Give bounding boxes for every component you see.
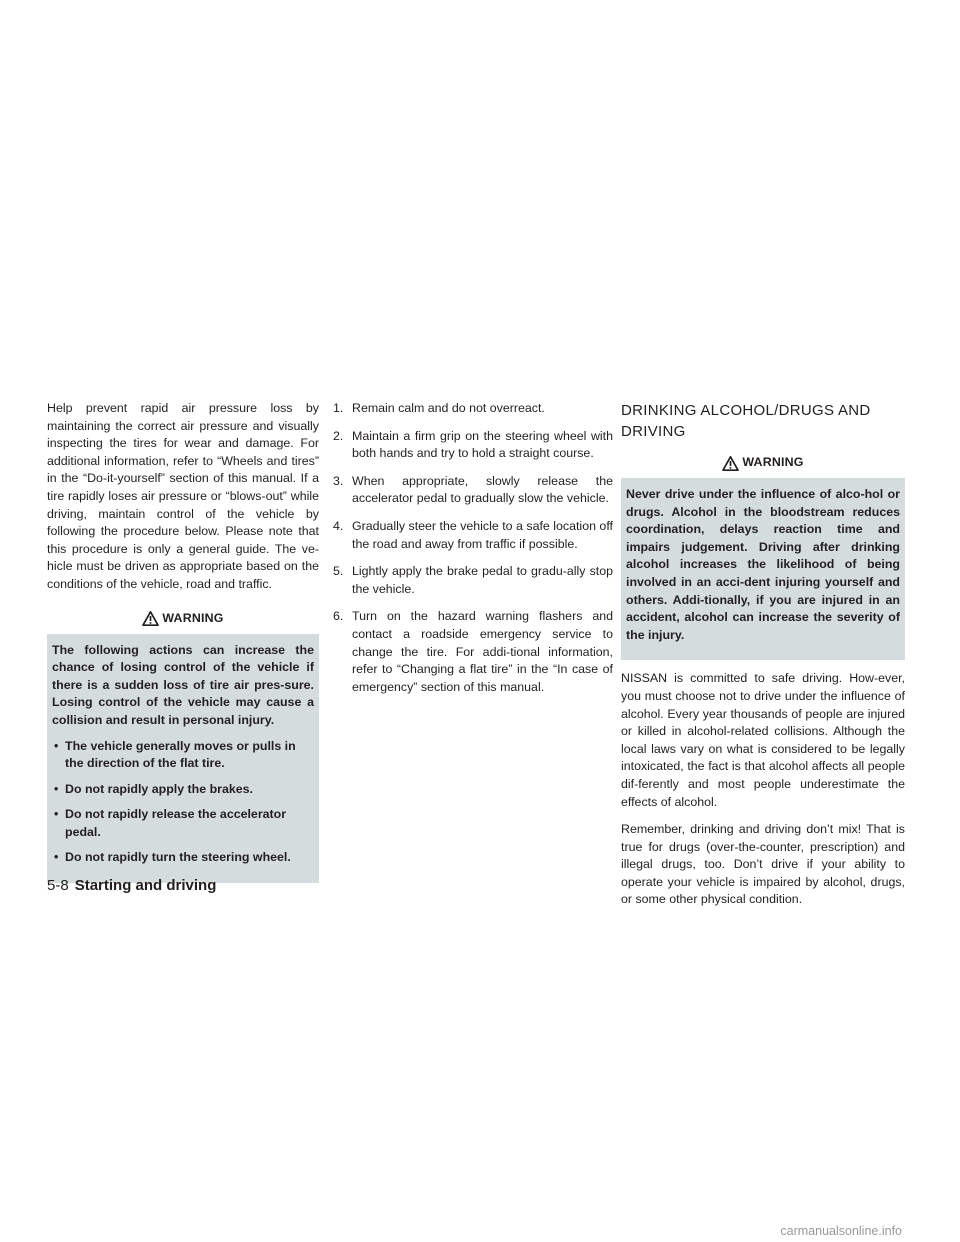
step-number: 6. (333, 609, 344, 624)
page-footer (47, 877, 216, 894)
procedure-step (333, 608, 613, 696)
warning-bullet: • Do not rapidly apply the brakes. (52, 781, 314, 799)
middle-column (333, 400, 613, 706)
warning-title: WARNING (162, 610, 224, 625)
procedure-step (333, 428, 613, 463)
watermark-text: carmanualsonline.info (780, 1224, 902, 1238)
warning-bullet: • Do not rapidly release the accelerator pedal. (52, 806, 314, 841)
step-text: Turn on the hazard warning flashers and contact a roadside emergency service to change the tire. For addi-tional information, refer to “Changing a flat tire” in the “In case of emergency” section of this manual. (352, 609, 613, 694)
step-number: 4. (333, 518, 344, 533)
right-column (621, 400, 905, 919)
warning-header (47, 604, 319, 634)
body-paragraph: Remember, drinking and driving don’t mix! That is true for drugs (over-the-counter, prescription) and illegal drugs, too. Don’t drive if your ability to operate your vehicle is impaired by alcohol, drugs, or some other physical condition. (621, 822, 905, 907)
step-number: 5. (333, 564, 344, 579)
warning-body (47, 634, 319, 868)
step-text: Maintain a firm grip on the steering wheel with both hands and try to hold a straight course. (352, 428, 613, 461)
warning-body (621, 478, 905, 644)
procedure-step (333, 400, 613, 418)
warning-triangle-icon (142, 611, 159, 626)
warning-title: WARNING (742, 455, 804, 470)
warning-lead: The following actions can increase the chance of losing control of the vehicle if there is a sudden loss of tire air pres-sure. Losing control of the vehicle may cause a collision and result in personal injury. (52, 642, 314, 727)
step-text: Remain calm and do not overreact. (352, 401, 545, 415)
warning-bullet-list (52, 738, 314, 868)
warning-bullet: • The vehicle generally moves or pulls in the direction of the flat tire. (52, 738, 314, 773)
procedure-steps (333, 400, 613, 696)
section-heading: DRINKING ALCOHOL/DRUGS AND DRIVING (621, 402, 871, 440)
warning-box-tire (47, 604, 319, 884)
step-text: Gradually steer the vehicle to a safe location off the road and away from traffic if possible. (352, 518, 613, 551)
intro-paragraph: Help prevent rapid air pressure loss by maintaining the correct air pressure and visually inspecting the tires for wear and damage. For additional information, refer to “Wheels and tires” in the “Do-it-yourself” section of this manual. If a tire rapidly loses air pressure or “blows-out” while driving, maintain control of the vehicle by following the procedure below. Please note that this procedure is only a general guide. The ve-hicle must be driven as appropriate based on the conditions of the vehicle, road and traffic. (47, 401, 319, 591)
procedure-step (333, 518, 613, 553)
warning-box-alcohol (621, 448, 905, 660)
step-text: Lightly apply the brake pedal to gradu-ally stop the vehicle. (352, 564, 613, 596)
warning-header (621, 448, 905, 478)
step-text: When appropriate, slowly release the accelerator pedal to gradually slow the vehicle. (352, 473, 613, 506)
procedure-step (333, 563, 613, 598)
body-paragraph: NISSAN is committed to safe driving. How-ever, you must choose not to drive under the influence of alcohol. Every year thousands of people are injured or killed in alcohol-related collisions. Although the local laws vary on what is considered to be legally intoxicated, the fact is that alcohol affects all people dif-ferently and most people underestimate the effects of alcohol. (621, 671, 905, 809)
left-column (47, 400, 319, 883)
step-number: 1. (333, 401, 344, 415)
chapter-title: Starting and driving (74, 877, 217, 894)
warning-triangle-icon (722, 456, 739, 471)
warning-bullet: • Do not rapidly turn the steering wheel. (52, 849, 314, 867)
page-number: 5-8 (47, 877, 69, 894)
warning-text: Never drive under the influence of alco-hol or drugs. Alcohol in the bloodstream reduces coordination, delays reaction time and impairs judgement. Driving after drinking alcohol increases the likelihood of being involved in an acci-dent injuring yourself and others. Addi-tionally, if you are injured in an accident, alcohol can increase the severity of the injury. (626, 487, 900, 642)
step-number: 2. (333, 428, 344, 443)
step-number: 3. (333, 473, 344, 488)
procedure-step (333, 473, 613, 508)
